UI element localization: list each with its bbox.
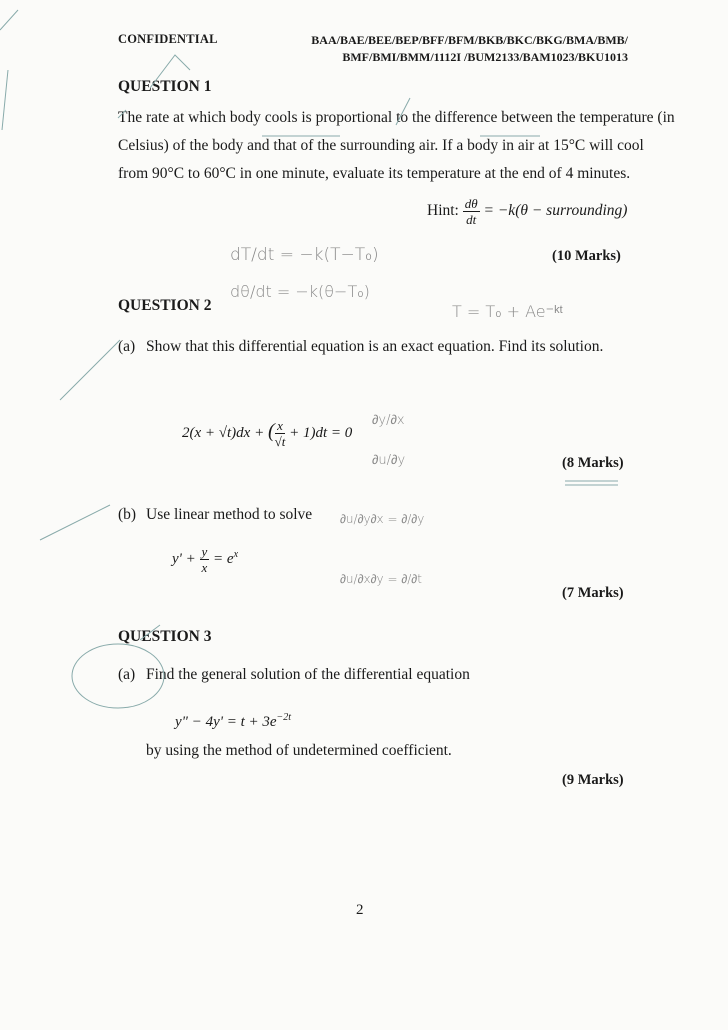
handwritten-note-5: ∂u/∂y — [372, 453, 406, 468]
question-2a-equation: 2(x + √t)dx + ( $\frac{x}{√t}$ + 1)dt = 0 — [182, 418, 353, 449]
question-1-marks: (10 Marks) — [552, 248, 621, 264]
edge-mark — [0, 10, 18, 30]
tick-difference-icon — [396, 98, 410, 125]
handwritten-note-7: ∂u/∂x∂y = ∂/∂t — [340, 572, 422, 586]
equation-3a-exponent: −2t — [276, 712, 292, 723]
question-2b-label: (b) — [118, 506, 137, 523]
hint-numerator: dθ — [464, 196, 478, 211]
underline-8marks-icon — [565, 481, 618, 485]
equation-2b-exponent: x — [233, 548, 239, 560]
question-1-line1: The rate at which body cools is proportional to the difference between the temperature (in — [118, 109, 675, 126]
question-2a-marks: (8 Marks) — [562, 455, 624, 471]
hint-rhs: = −k(θ − surrounding) — [483, 202, 628, 220]
course-codes-line2: BMF/BMI/BMM/1112I /BUM2133/BAM1023/BKU1013 — [342, 50, 628, 64]
equation-2a-rhs: + 1)dt = 0 — [289, 424, 353, 441]
equation-2a-lhs: 2(x + √t)dx + — [182, 424, 268, 441]
question-1-title: QUESTION 1 — [118, 78, 212, 95]
tick-q2b-icon — [40, 505, 110, 540]
question-2b-marks: (7 Marks) — [562, 585, 624, 601]
confidential-label: CONFIDENTIAL — [118, 32, 218, 46]
handwritten-note-6: ∂u/∂y∂x = ∂/∂y — [340, 512, 425, 526]
handwritten-note-4: ∂y/∂x — [372, 413, 405, 428]
page-number: 2 — [356, 902, 364, 918]
equation-2b-denominator: x — [201, 560, 208, 575]
equation-2a-numerator: x — [277, 418, 283, 433]
question-1-line2: Celsius) of the body and that of the surrounding air. If a body in air at 15°C will cool — [118, 137, 644, 154]
equation-2b-numerator: y — [201, 544, 208, 559]
tick-q3-icon — [140, 625, 160, 640]
hint-label: Hint: — [427, 202, 459, 220]
handwritten-note-3: T = T₀ + Ae⁻ᵏᵗ — [452, 302, 564, 321]
hint-denominator: dt — [466, 212, 477, 227]
edge-line-icon — [2, 70, 8, 130]
question-3a-marks: (9 Marks) — [562, 772, 624, 788]
handwritten-note-2: dθ/dt = −k(θ−T₀) — [230, 282, 370, 301]
tick-q1-icon — [150, 55, 190, 88]
equation-2b-rhs: = e — [213, 550, 234, 567]
question-2a-label: (a) — [118, 338, 136, 355]
tick-q2a-icon — [60, 340, 120, 400]
handwritten-note-1: dT/dt = −k(T−T₀) — [230, 245, 379, 265]
equation-2b-lhs: y' + — [172, 550, 200, 567]
question-3a-text2: by using the method of undetermined coefficient. — [146, 742, 452, 759]
question-2-title: QUESTION 2 — [118, 297, 212, 314]
course-codes-line1: BAA/BAE/BEE/BEP/BFF/BFM/BKB/BKC/BKG/BMA/BMB/ — [311, 33, 628, 47]
circle-q3a-icon — [72, 644, 164, 708]
question-3a-text: Find the general solution of the differential equation — [146, 666, 470, 683]
question-2b-text: Use linear method to solve — [146, 506, 313, 523]
equation-3a-body: y" − 4y' = t + 3e — [175, 714, 277, 730]
question-1-line3: from 90°C to 60°C in one minute, evaluate its temperature at the end of 4 minutes. — [118, 165, 631, 182]
equation-2a-denominator: √t — [274, 434, 286, 449]
question-3-title: QUESTION 3 — [118, 628, 212, 645]
question-3a-label: (a) — [118, 666, 136, 683]
tick-q1-start-icon — [118, 110, 126, 118]
question-2a-text: Show that this differential equation is an exact equation. Find its solution. — [146, 338, 604, 355]
